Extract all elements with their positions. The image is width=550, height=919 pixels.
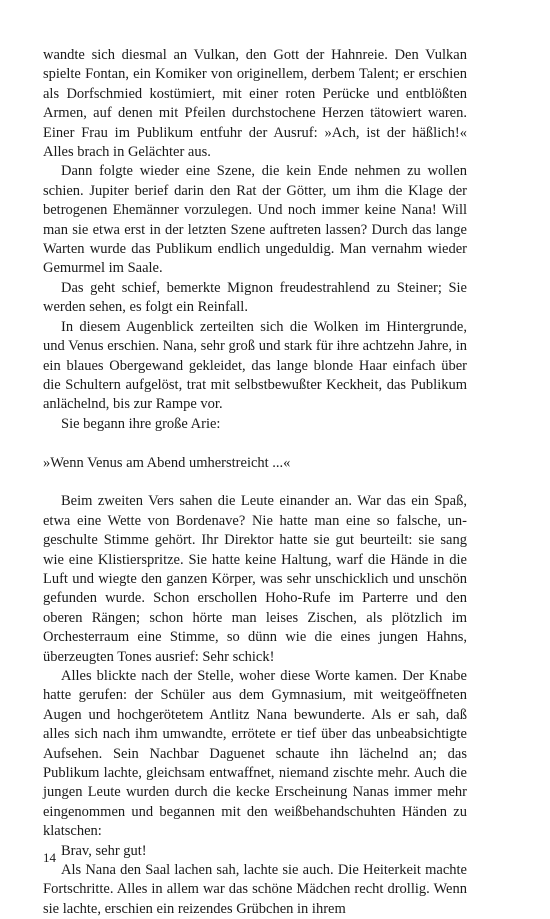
paragraph: Alles blickte nach der Stelle, woher diese Worte kamen. Der Knabe hatte gerufen: der Schüler aus dem Gymnasium, mit weitgeöffneten Augen und hochgerötetem Antlitz Nana bewunderte. Als er sah, daß alles sich nach ihm umwandte, errötete er tief über das unbeabsichtigte Aufsehen. Sein Nachbar Daguenet schaute ihn lächelnd an; das Publikum lachte, gleichsam entwaffnet, niemand zischte mehr. Auch die jungen Leute wurden durch die kecke Erscheinung Nanas immer mehr eingenommen und begannen mit den weißbehandschuhten Händen zu klatschen: [43,667,467,840]
paragraph: Beim zweiten Vers sahen die Leute einander an. War das ein Spaß, etwa eine Wette von Bordenave? Nie hatte man eine so falsche, ungeschulte Stimme gehört. Ihr Direktor hatte sie gut beurteilt: sie sang wie eine Klistierspritze. Sie hatte keine Haltung, warf die Hände in die Luft und wiegte den ganzen Körper, was sehr unschicklich und unschön gefunden wurde. Schon erschollen Hoho-Rufe im Parterre und den oberen Rängen; schon hörte man leises Zischen, als plötzlich im Orchesterraum eine Stimme, so dünn wie die eines jungen Hahns, überzeugten Tones ausrief: Sehr schick! [43,493,467,665]
paragraph: Das geht schief, bemerkte Mignon freudestrahlend zu Steiner; Sie werden sehen, es folgt ein Reinfall. [43,279,467,316]
paragraph: Brav, sehr gut! [61,842,147,859]
paragraph: wandte sich diesmal an Vulkan, den Gott der Hahnreie. Den Vulkan spielte Fontan, ein Komiker von originellem, derbem Talent; er erschien als Dorfschmied kostümiert, mit einer roten Perücke und entblößten Armen, auf denen mit Pfeilen durchstochene Herzen tätowiert waren. Einer Frau im Publikum entfuhr der Ausruf: »Ach, ist der häßlich!« Alles brach in Gelächter aus. [43,47,467,161]
paragraph: In diesem Augenblick zerteilten sich die Wolken im Hintergrunde, und Venus erschien. Nana, sehr groß und stark für ihre achtzehn Jahre, in ein blaues Obergewand gekleidet, das lange blonde Haar einfach über die Schultern aufgelöst, trat mit selbstbewußter Keckheit, das Publikum anlächelnd, bis zur Rampe vor. [43,318,467,413]
paragraph: Als Nana den Saal lachen sah, lachte sie auch. Die Heiterkeit machte Fortschritte. Alles in allem war das schöne Mädchen recht drollig. Wenn sie lachte, erschien ein reizendes Grübchen in ihrem [43,862,467,917]
paragraph: Sie begann ihre große Arie: [61,415,221,432]
paragraph: Dann folgte wieder eine Szene, die kein Ende nehmen zu wollen schien. Jupiter berief darin den Rat der Götter, um ihm die Klage der betrogenen Ehemänner vorzulegen. Und noch immer keine Nana! Will man sie etwa erst in der letzten Szene auftreten lassen? Durch das lange Warten wurde das Publikum endlich ungeduldig. Man vernahm wieder Gemurmel im Saale. [43,163,467,277]
page-number: 14 [43,850,56,865]
body-text [43,46,467,919]
song-verse: »Wenn Venus am Abend umherstreicht ...« [43,454,291,471]
